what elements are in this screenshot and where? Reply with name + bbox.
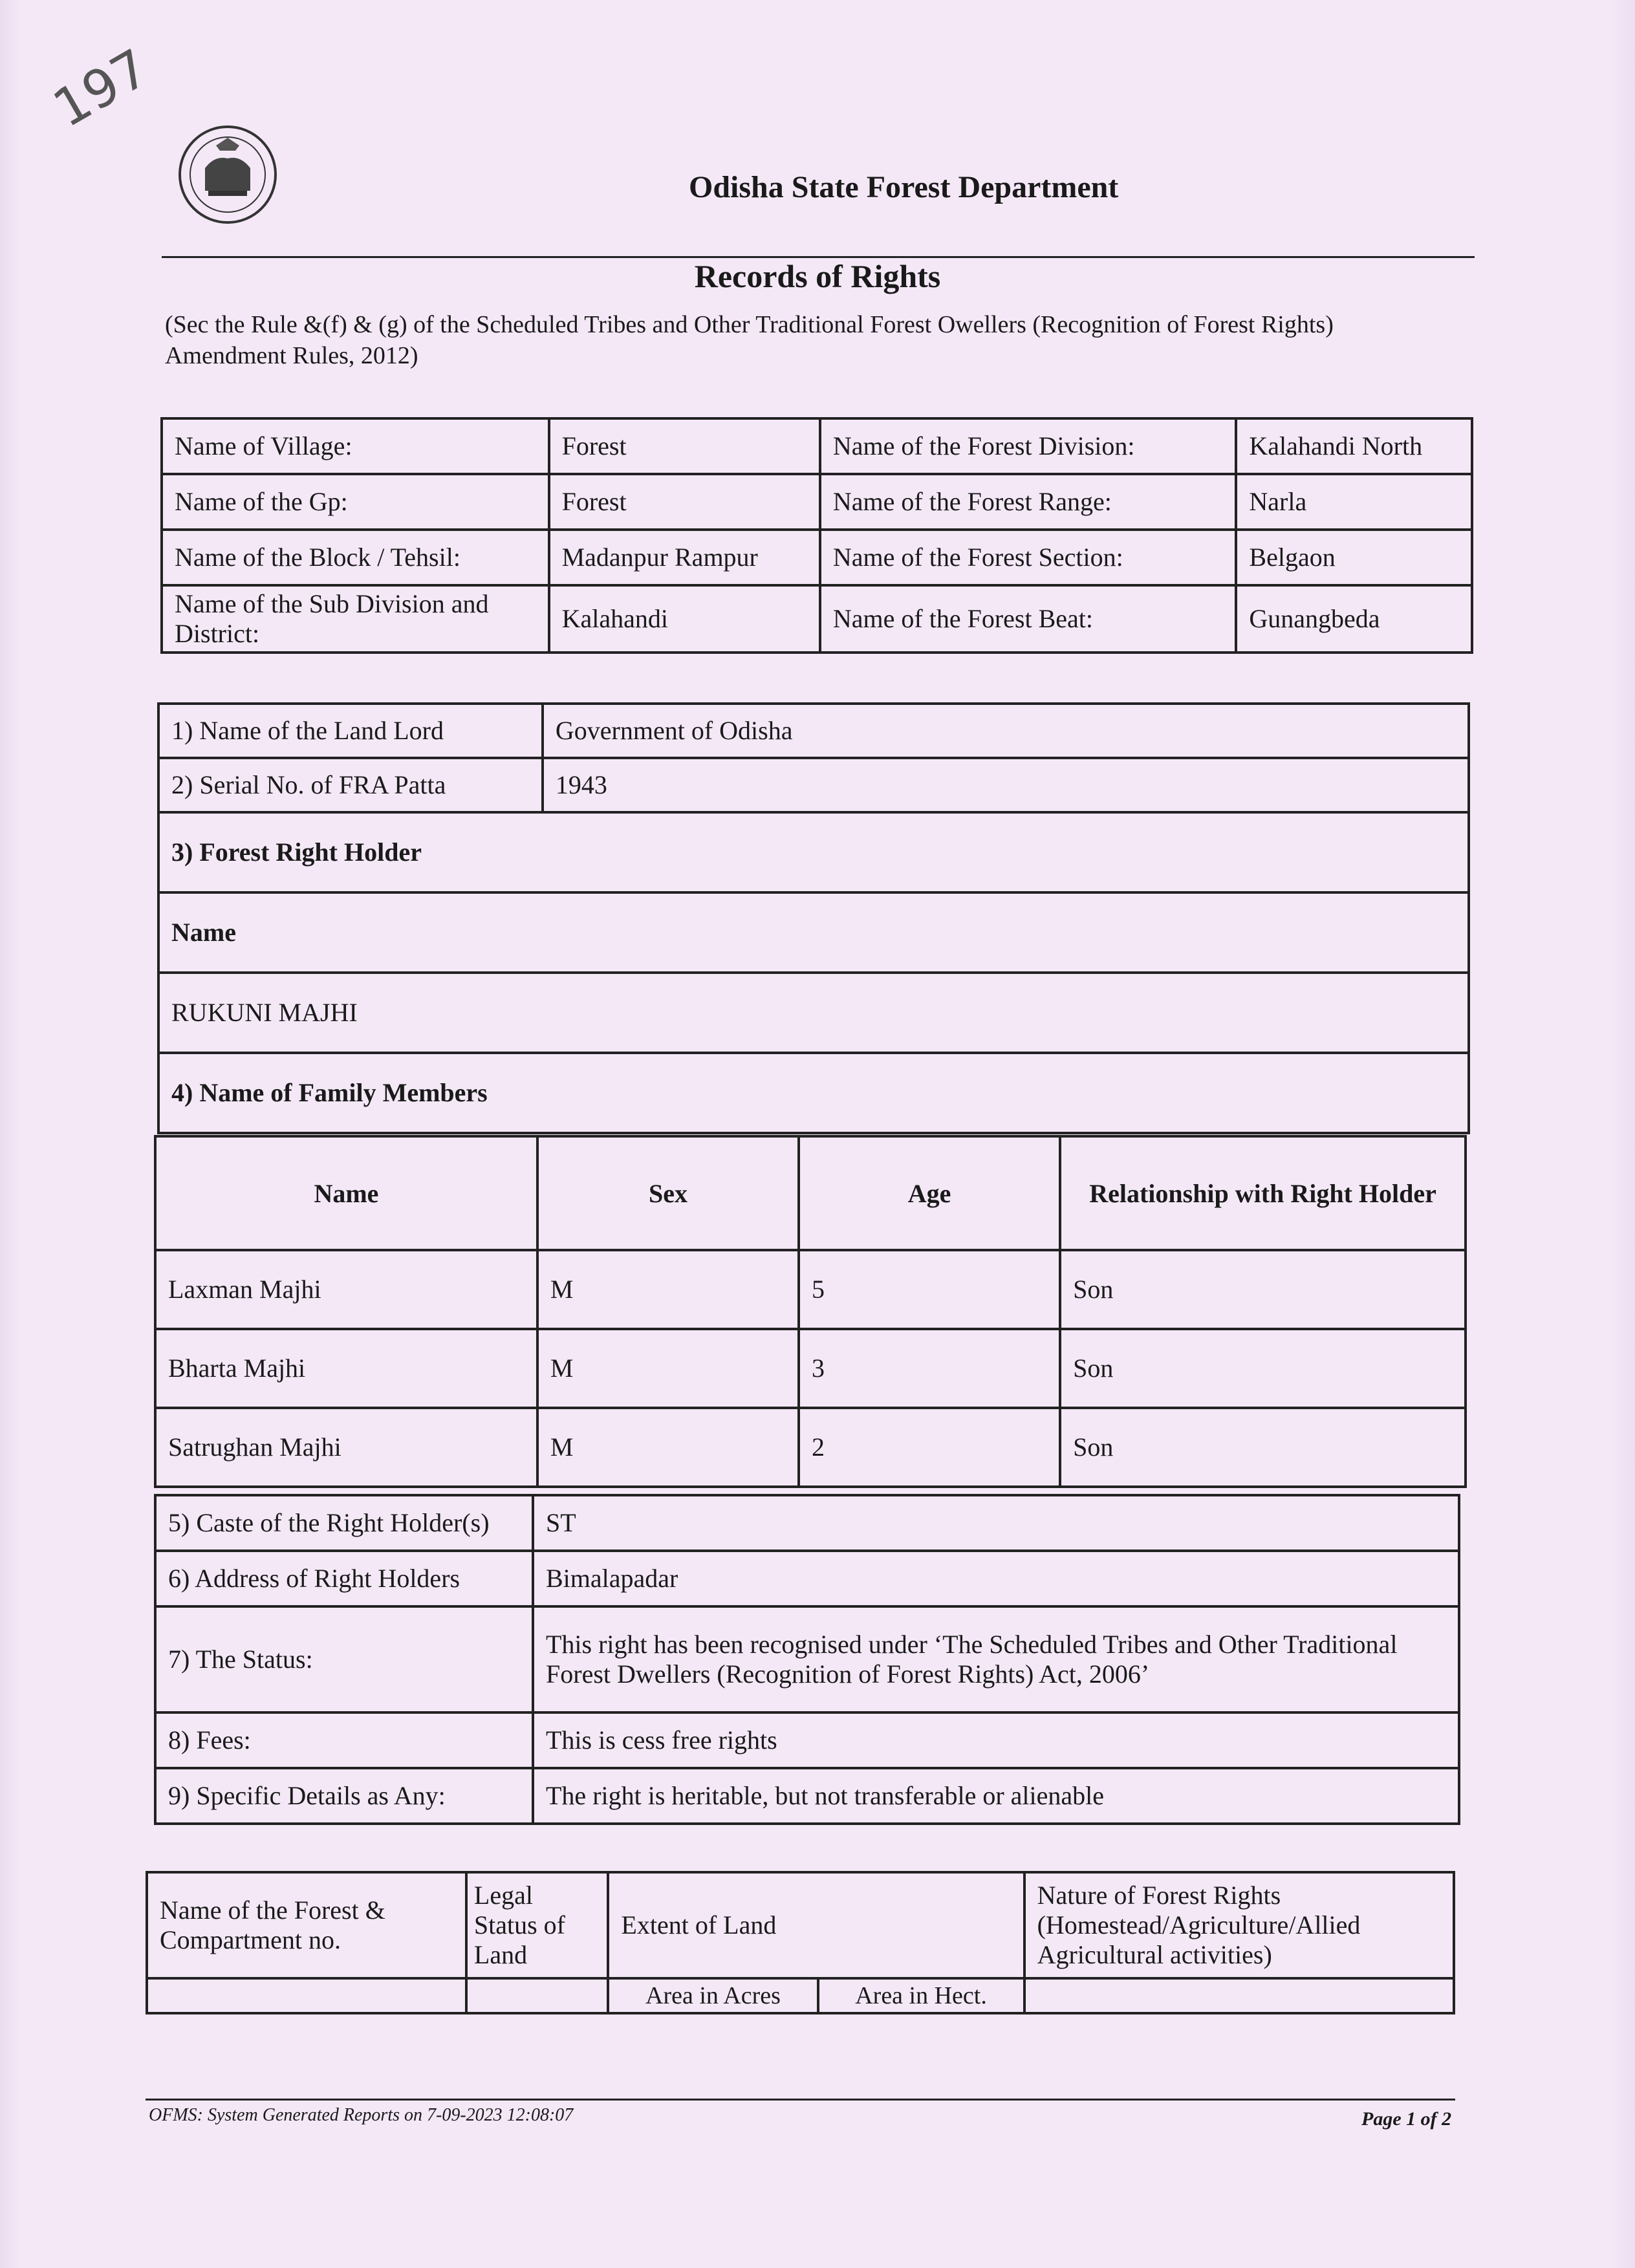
col-age-header: Age	[799, 1136, 1060, 1250]
family-heading: 4) Name of Family Members	[158, 1053, 1469, 1133]
generated-report-text: OFMS: System Generated Reports on 7-09-2023 12:08:07	[149, 2105, 574, 2125]
member-relationship: Son	[1060, 1329, 1466, 1408]
member-age: 5	[799, 1250, 1060, 1329]
nature-of-rights-header: Nature of Forest Rights (Homestead/Agriculture/Allied Agricultural activities)	[1024, 1872, 1454, 1978]
subdivision-label: Name of the Sub Division and District:	[162, 585, 549, 653]
table-header-row	[147, 1872, 1454, 1978]
records-title: Records of Rights	[694, 258, 941, 294]
member-sex: M	[537, 1250, 799, 1329]
member-name: Satrughan Majhi	[155, 1408, 537, 1487]
department-title: Odisha State Forest Department	[689, 170, 1119, 204]
col-sex-header: Sex	[537, 1136, 799, 1250]
table-row	[162, 418, 1472, 474]
details-table	[154, 1494, 1460, 1825]
block-label: Name of the Block / Tehsil:	[162, 530, 549, 585]
location-table	[160, 417, 1473, 654]
legal-status-header: Legal Status of Land	[466, 1872, 609, 1978]
block-value: Madanpur Rampur	[549, 530, 820, 585]
fees-label: 8) Fees:	[155, 1712, 533, 1768]
table-row	[158, 812, 1469, 892]
table-row	[158, 892, 1469, 973]
village-label: Name of Village:	[162, 418, 549, 474]
page-number: Page 1 of 2	[1361, 2108, 1452, 2130]
holder-name: RUKUNI MAJHI	[158, 973, 1469, 1053]
member-relationship: Son	[1060, 1408, 1466, 1487]
table-row	[162, 530, 1472, 585]
specific-details-label: 9) Specific Details as Any:	[155, 1768, 533, 1824]
empty-cell	[147, 1978, 466, 2013]
holder-heading: 3) Forest Right Holder	[158, 812, 1469, 892]
member-relationship: Son	[1060, 1250, 1466, 1329]
footer-rule	[146, 2099, 1455, 2101]
member-name: Laxman Majhi	[155, 1250, 537, 1329]
forest-range-value: Narla	[1236, 474, 1472, 530]
member-sex: M	[537, 1408, 799, 1487]
extent-of-land-header: Extent of Land	[608, 1872, 1024, 1978]
address-label: 6) Address of Right Holders	[155, 1551, 533, 1606]
forest-range-label: Name of the Forest Range:	[820, 474, 1237, 530]
subdivision-value: Kalahandi	[549, 585, 820, 653]
empty-cell	[466, 1978, 609, 2013]
table-row	[155, 1329, 1466, 1408]
empty-cell	[1024, 1978, 1454, 2013]
family-table	[154, 1135, 1467, 1488]
holder-table	[157, 702, 1470, 1134]
status-label: 7) The Status:	[155, 1606, 533, 1712]
status-value: This right has been recognised under ‘The Scheduled Tribes and Other Traditional Forest Dwellers (Recognition of Forest Rights) Act, 2006’	[533, 1606, 1459, 1712]
col-relationship-header: Relationship with Right Holder	[1060, 1136, 1466, 1250]
village-value: Forest	[549, 418, 820, 474]
table-row	[155, 1408, 1466, 1487]
forest-beat-label: Name of the Forest Beat:	[820, 585, 1237, 653]
table-row	[155, 1712, 1459, 1768]
member-age: 3	[799, 1329, 1060, 1408]
table-row	[155, 1768, 1459, 1824]
address-value: Bimalapadar	[533, 1551, 1459, 1606]
table-header-row	[155, 1136, 1466, 1250]
forest-section-value: Belgaon	[1236, 530, 1472, 585]
table-row	[158, 973, 1469, 1053]
member-sex: M	[537, 1329, 799, 1408]
forest-division-value: Kalahandi North	[1236, 418, 1472, 474]
table-row	[155, 1495, 1459, 1551]
area-hect-header: Area in Hect.	[818, 1978, 1024, 2013]
table-row	[158, 1053, 1469, 1133]
table-row	[158, 758, 1469, 812]
serial-label: 2) Serial No. of FRA Patta	[158, 758, 543, 812]
table-row	[155, 1606, 1459, 1712]
handwritten-mark: 197	[43, 38, 159, 139]
fees-value: This is cess free rights	[533, 1712, 1459, 1768]
forest-division-label: Name of the Forest Division:	[820, 418, 1237, 474]
table-row	[162, 474, 1472, 530]
caste-value: ST	[533, 1495, 1459, 1551]
land-table	[146, 1871, 1455, 2014]
specific-details-value: The right is heritable, but not transferable or alienable	[533, 1768, 1459, 1824]
member-age: 2	[799, 1408, 1060, 1487]
member-name: Bharta Majhi	[155, 1329, 537, 1408]
area-acres-header: Area in Acres	[608, 1978, 817, 2013]
name-heading: Name	[158, 892, 1469, 973]
table-row	[155, 1551, 1459, 1606]
serial-value: 1943	[543, 758, 1469, 812]
gp-label: Name of the Gp:	[162, 474, 549, 530]
gp-value: Forest	[549, 474, 820, 530]
forest-beat-value: Gunangbeda	[1236, 585, 1472, 653]
odisha-state-emblem-icon	[176, 120, 279, 230]
land-lord-value: Government of Odisha	[543, 704, 1469, 758]
forest-section-label: Name of the Forest Section:	[820, 530, 1237, 585]
forest-compartment-header: Name of the Forest & Compartment no.	[147, 1872, 466, 1978]
land-lord-label: 1) Name of the Land Lord	[158, 704, 543, 758]
table-row	[162, 585, 1472, 653]
caste-label: 5) Caste of the Right Holder(s)	[155, 1495, 533, 1551]
col-name-header: Name	[155, 1136, 537, 1250]
rules-subtitle: (Sec the Rule &(f) & (g) of the Scheduled Tribes and Other Traditional Forest Owellers (Recognition of Forest Rights) Amendment Rules, 2012)	[165, 311, 1334, 369]
table-row	[158, 704, 1469, 758]
table-row	[155, 1250, 1466, 1329]
table-row	[147, 1978, 1454, 2013]
